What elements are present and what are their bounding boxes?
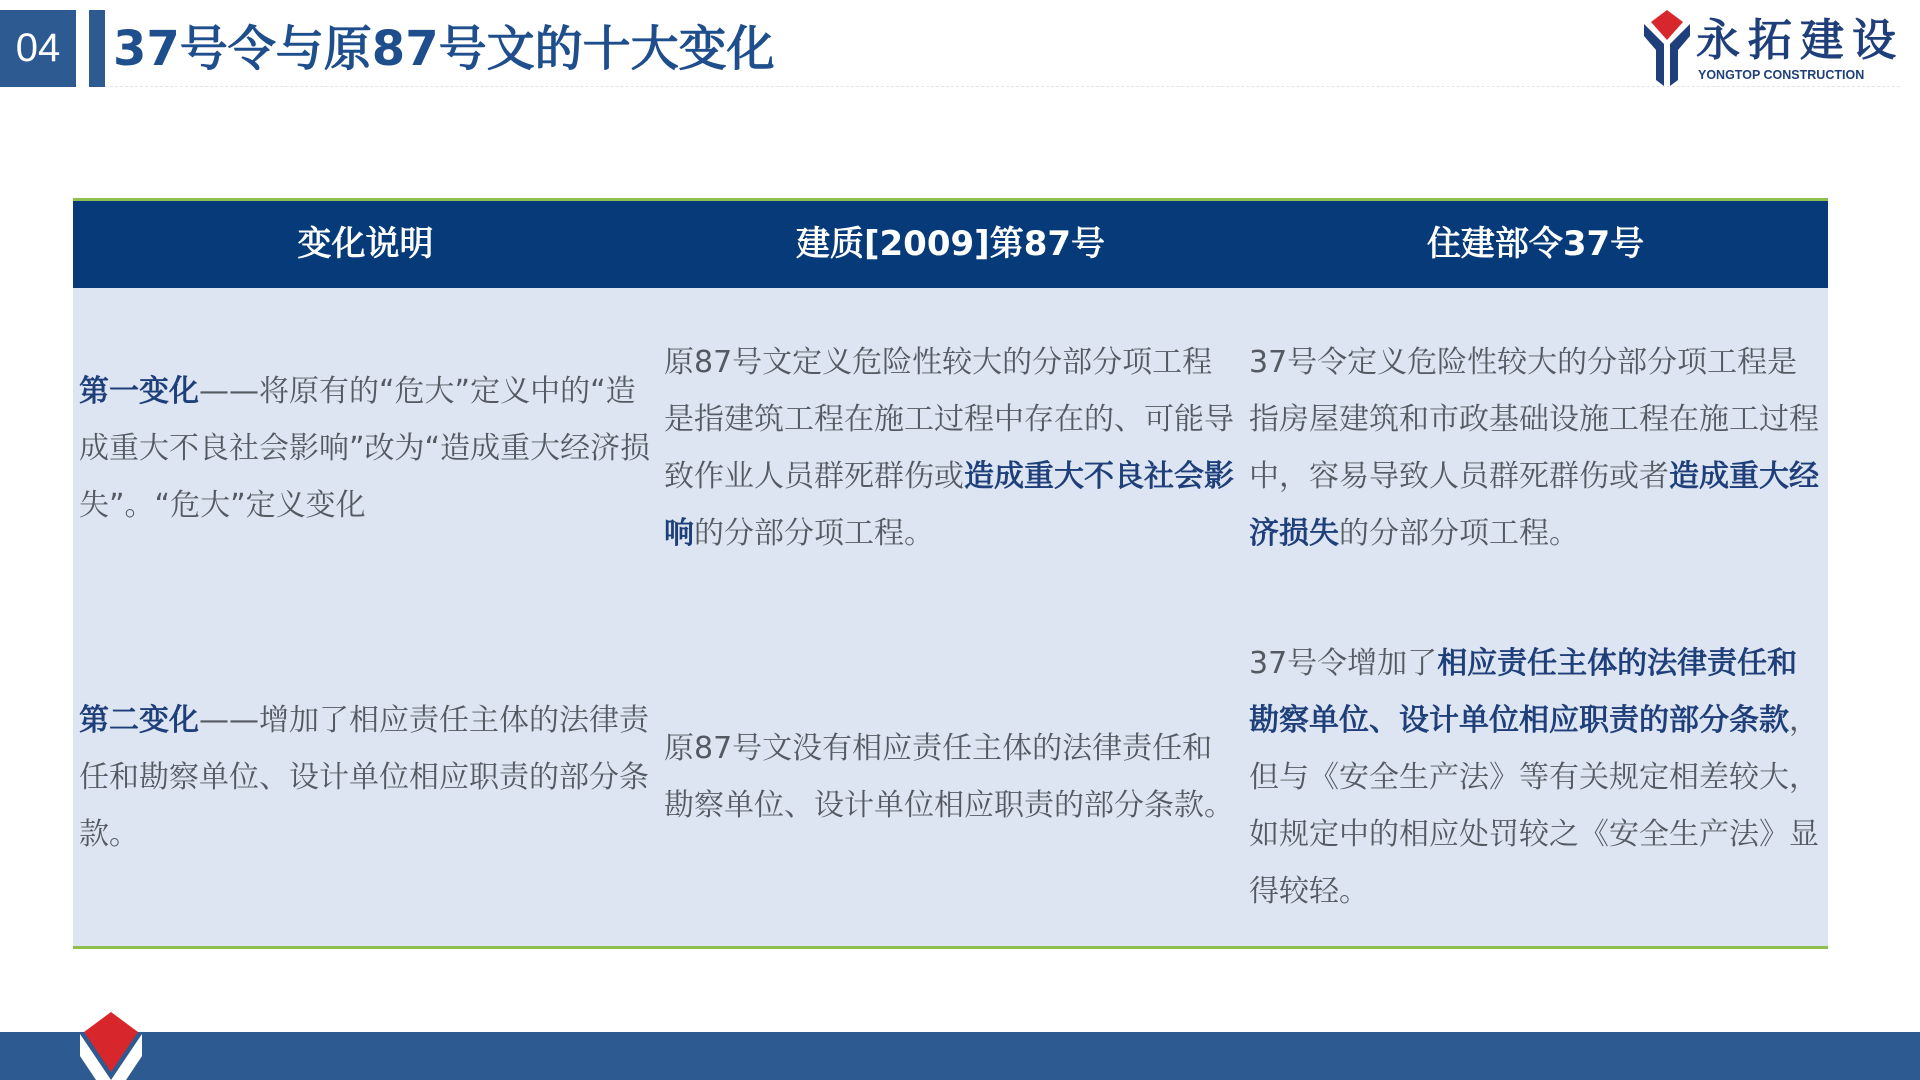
change-2-text: ——增加了相应责任主体的法律责任和勘察单位、设计单位相应职责的部分条款。 bbox=[79, 702, 649, 852]
new-order-2-highlight: 相应责任主体的法律责任和勘察单位、设计单位相应职责的部分条款 bbox=[1249, 645, 1798, 738]
cell-old-doc-2 bbox=[658, 720, 1243, 834]
table-row bbox=[73, 288, 1828, 608]
footer-bar bbox=[0, 1032, 1920, 1080]
old-doc-1-highlight: 造成重大不良社会影响 bbox=[664, 459, 1234, 551]
new-order-1-text-after: 的分部分项工程。 bbox=[1339, 516, 1579, 551]
old-doc-1-text-before: 原87号文定义危险性较大的分部分项工程是指建筑工程在施工过程中存在的、可能导致作业人员群死群伤或 bbox=[664, 345, 1234, 494]
old-doc-1-text-after: 的分部分项工程。 bbox=[694, 516, 934, 551]
cell-new-order-1 bbox=[1243, 334, 1828, 562]
old-doc-2-text: 原87号文没有相应责任主体的法律责任和勘察单位、设计单位相应职责的部分条款。 bbox=[664, 731, 1234, 823]
logo-name-cn: 永拓建设 bbox=[1696, 15, 1904, 66]
header-cell-old-doc: 建质[2009]第87号 bbox=[795, 224, 1106, 264]
new-order-2-text-after: ，但与《安全生产法》等有关规定相差较大，如规定中的相应处罚较之《安全生产法》显得较轻。 bbox=[1249, 702, 1819, 909]
cell-old-doc-1 bbox=[658, 334, 1243, 562]
title-accent-bar bbox=[89, 10, 105, 87]
page-title: 37号令与原87号文的十大变化 bbox=[113, 21, 775, 77]
header-cell-change: 变化说明 bbox=[297, 224, 434, 264]
footer-logo-mark-icon bbox=[80, 1012, 142, 1080]
company-logo bbox=[1640, 8, 1905, 88]
cell-change-2 bbox=[73, 692, 658, 863]
table-row bbox=[73, 608, 1828, 946]
new-order-1-text-before: 37号令定义危险性较大的分部分项工程是指房屋建筑和市政基础设施工程在施工过程中，容易导致人员群死群伤或者 bbox=[1249, 345, 1819, 494]
cell-change-1 bbox=[73, 363, 658, 534]
header-divider bbox=[105, 86, 1900, 87]
logo-name-en: YONGTOP CONSTRUCTION bbox=[1698, 68, 1865, 82]
section-number-badge: 04 bbox=[0, 10, 76, 87]
comparison-table bbox=[73, 198, 1828, 949]
change-1-title: 第一变化 bbox=[79, 373, 199, 409]
change-2-title: 第二变化 bbox=[79, 702, 199, 738]
yongtop-logo-mark-icon bbox=[1642, 10, 1692, 86]
new-order-2-text-before: 37号令增加了 bbox=[1249, 645, 1438, 681]
cell-new-order-2 bbox=[1243, 635, 1828, 920]
change-1-text: ——将原有的“危大”定义中的“造成重大不良社会影响”改为“造成重大经济损失”。“危大”定义变化 bbox=[79, 373, 651, 523]
header-cell-new-order: 住建部令37号 bbox=[1426, 224, 1645, 264]
table-header-row bbox=[73, 201, 1828, 288]
new-order-1-highlight: 造成重大经济损失 bbox=[1249, 459, 1819, 551]
